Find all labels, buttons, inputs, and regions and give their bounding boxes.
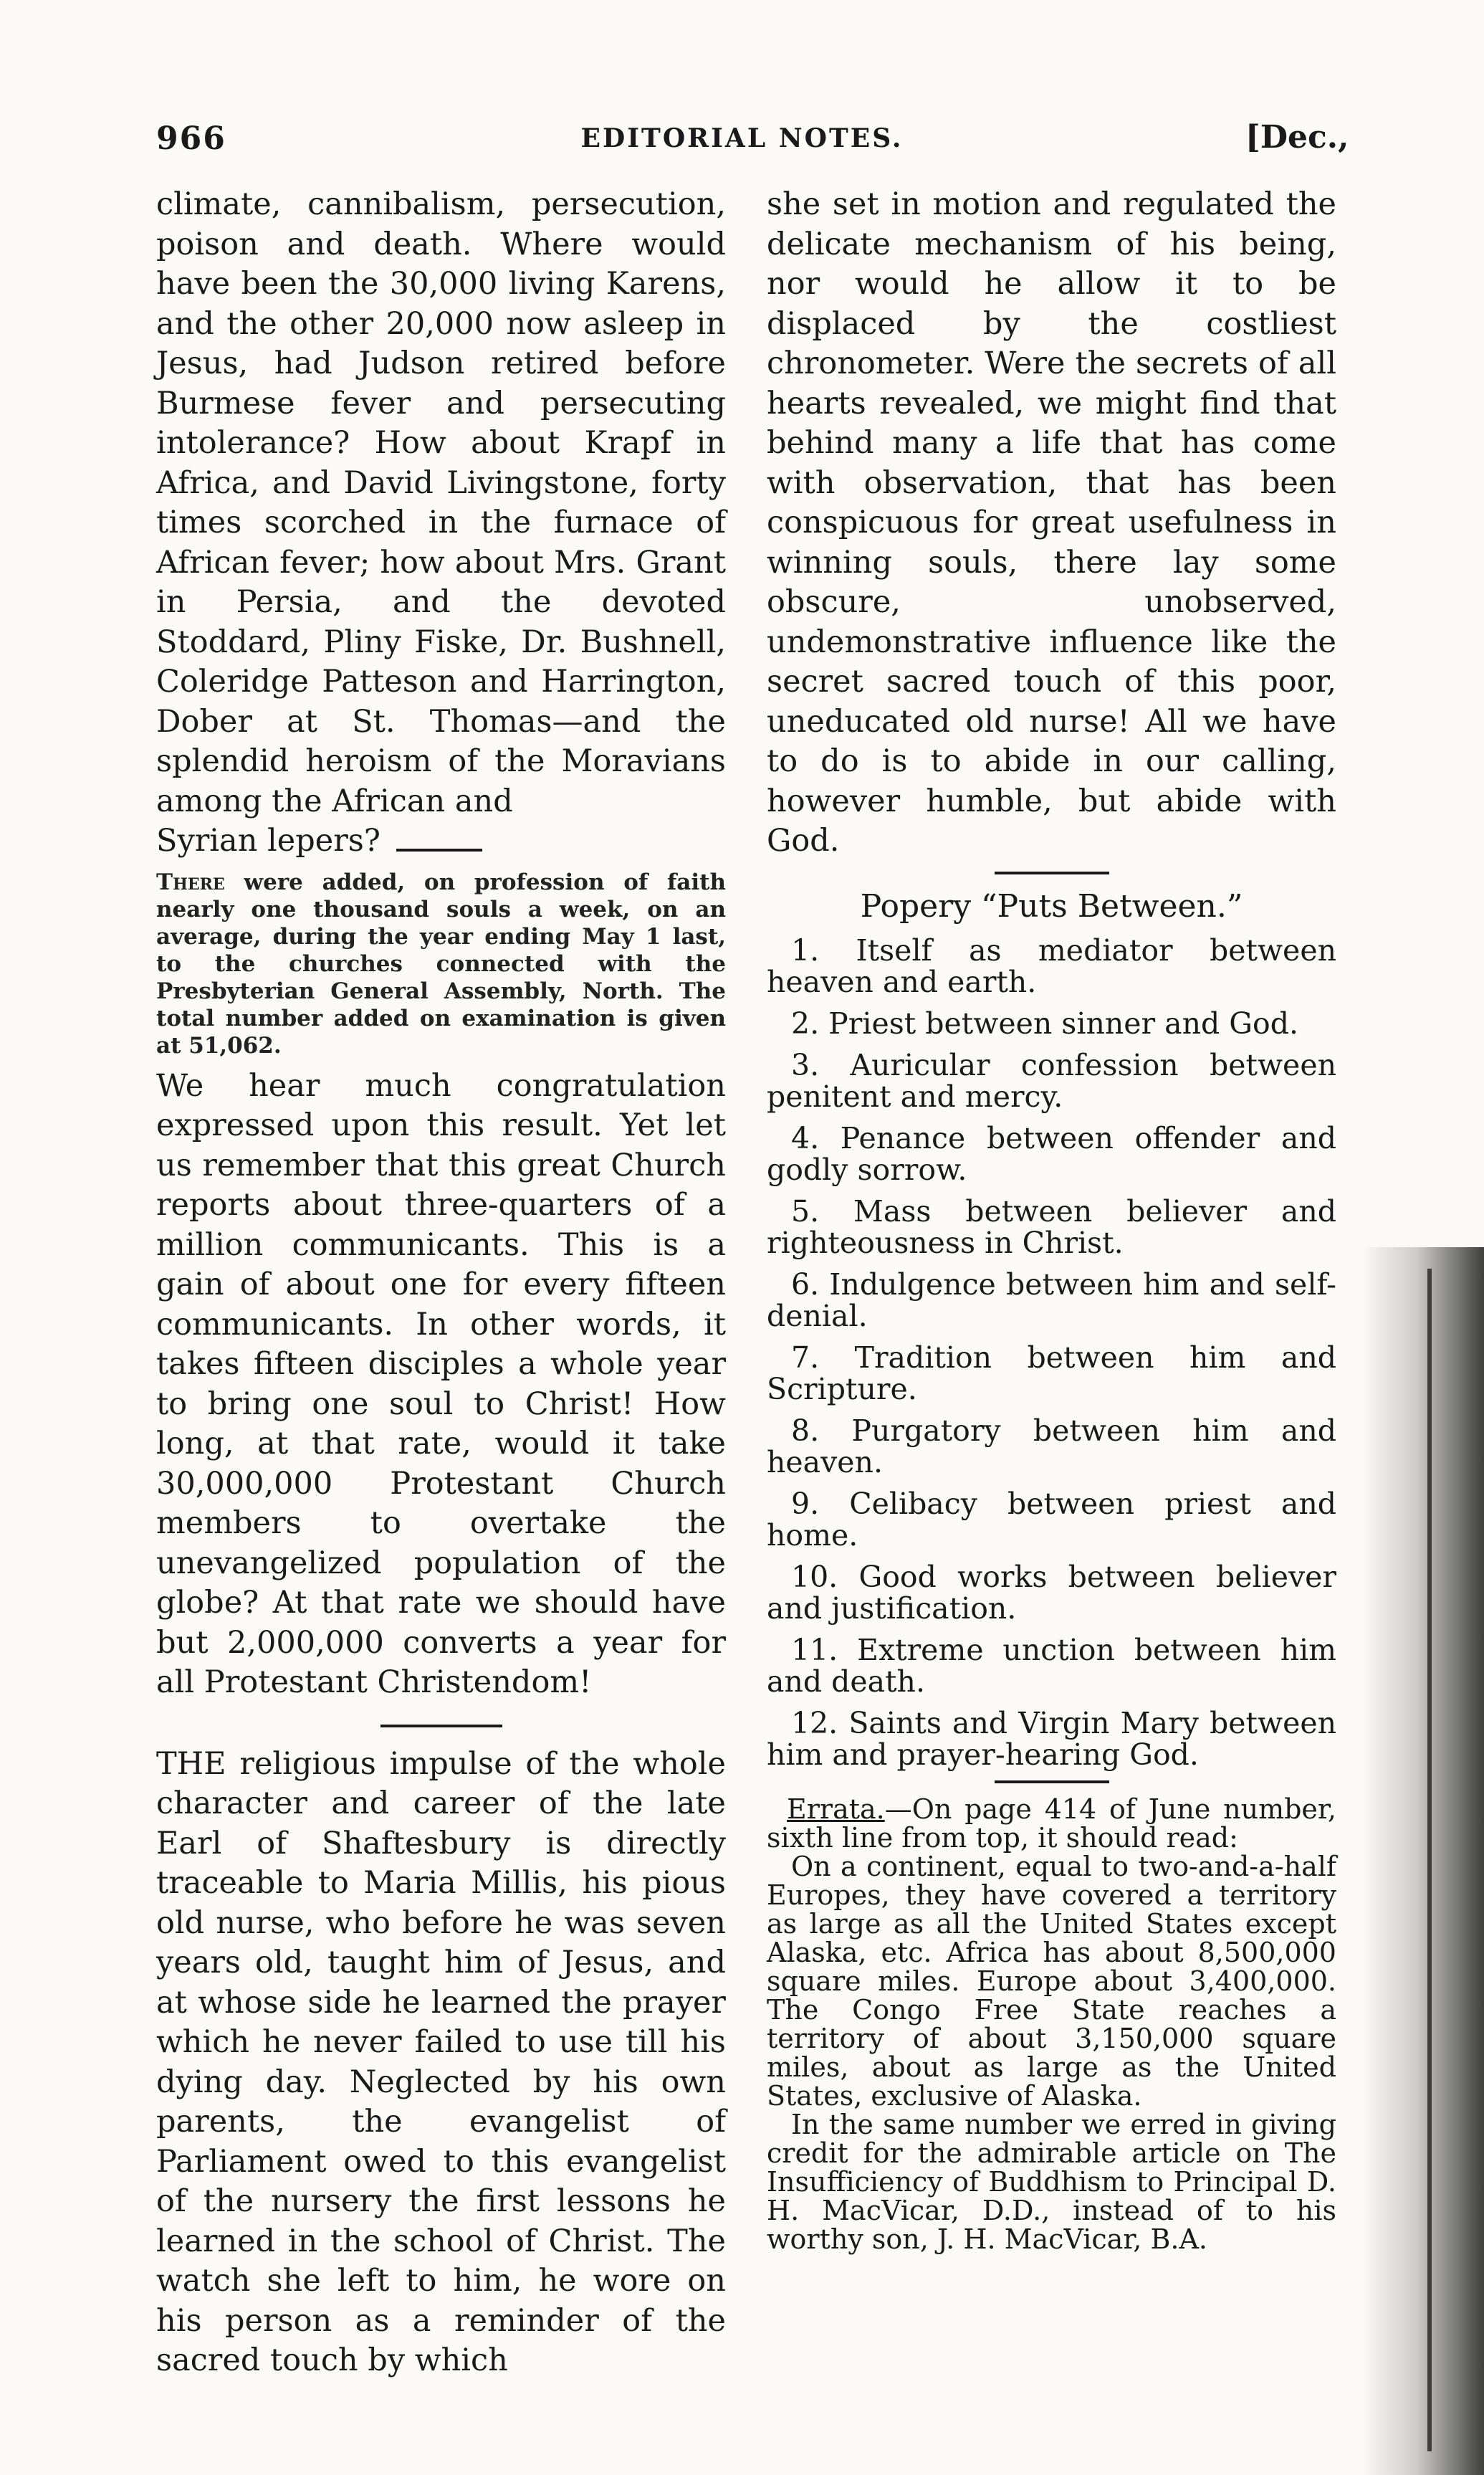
page-number: 966: [156, 120, 226, 157]
list-item: 10. Good works between believer and justification.: [767, 1559, 1336, 1626]
list-item: 7. Tradition between him and Scripture.: [767, 1340, 1336, 1406]
list-item: 3. Auricular confession between penitent and mercy.: [767, 1047, 1336, 1114]
list-item: 9. Celibacy between priest and home.: [767, 1486, 1336, 1553]
list-item: 5. Mass between believer and righteousness in Christ.: [767, 1193, 1336, 1260]
left-column: [156, 185, 726, 2381]
list-item: 8. Purgatory between him and heaven.: [767, 1413, 1336, 1479]
section-divider: [995, 872, 1109, 874]
errata-quote: On a continent, equal to two-and-a-half Europes, they have covered a territory as large as all the United States except Alaska, etc. Africa has about 8,500,000 square miles. Europe about 3,400,000. The Congo Free State reaches a territory of about 3,150,000 square miles, about as large as the United States, exclusive of Alaska.: [767, 1850, 1336, 2112]
list-item: 2. Priest between sinner and God.: [791, 1006, 1299, 1041]
small-print-note: [156, 869, 726, 1059]
section-divider: [995, 1780, 1109, 1783]
left-paragraph-2: We hear much congratulation expressed upon this result. Yet let us remember that this great Church reports about three-quarters of a million communicants. This is a gain of about one for every fifteen communicants. In other words, it takes fifteen disciples a whole year to bring one soul to Christ! How long, at that rate, would it take 30,000,000 Protestant Church members to overtake the unevangelized population of the globe? At that rate we should have but 2,000,000 converts a year for all Protestant Christendom!: [156, 1067, 726, 1700]
left-paragraph-1-tail-line: [156, 821, 726, 862]
right-column: [767, 185, 1336, 2254]
page-edge-line: [1427, 1269, 1432, 2451]
left-paragraph-1: climate, cannibalism, persecution, poison and death. Where would have been the 30,000 living Karens, and the other 20,000 now asleep in Jesus, had Judson retired before Burmese fever and persecuting intolerance? How about Krapf in Africa, and David Livingstone, forty times scorched in the furnace of African fever; how about Mrs. Grant in Persia, and the devoted Stoddard, Pliny Fiske, Dr. Bushnell, Coleridge Patteson and Harrington, Dober at St. Thomas—and the splendid heroism of the Moravians among the African and: [156, 186, 726, 819]
small-print-lead: There: [156, 869, 225, 895]
errata-correction: In the same number we erred in giving credit for the admirable article on The Insufficiency of Buddhism to Principal D. H. MacVicar, D.D., instead of to his worthy son, J. H. MacVicar, B.A.: [767, 2108, 1336, 2255]
errata-label: Errata.: [787, 1793, 885, 1825]
list-item: 6. Indulgence between him and self-denial.: [767, 1267, 1336, 1333]
section-divider: [396, 849, 482, 852]
page-edge-shadow: [1361, 1247, 1484, 2475]
errata-intro-text: —On page 414 of June number, sixth line from top, it should read:: [767, 1793, 1336, 1854]
left-paragraph-1-tail: Syrian lepers?: [156, 823, 380, 859]
left-paragraph-3: THE religious impulse of the whole character and career of the late Earl of Shaftesbury is directly traceable to Maria Millis, his pious old nurse, who before he was seven years old, taught him of Jesus, and at whose side he learned the prayer which he never failed to use till his dying day. Neglected by his own parents, the evangelist of Parliament owed to this evangelist of the nursery the first lessons he learned in the school of Christ. The watch she left to him, he wore on his person as a reminder of the sacred touch by which: [156, 1745, 726, 2378]
errata-intro: [767, 1795, 1336, 1852]
running-date: [Dec.,: [1245, 119, 1349, 156]
popery-heading: Popery “Puts Between.”: [860, 887, 1243, 925]
right-paragraph-1: she set in motion and regulated the delicate mechanism of his being, nor would he allow it to be displaced by the costliest chronometer. Were the secrets of all hearts revealed, we might find that behind many a life that has come with observation, that has been conspicuous for great usefulness in winning souls, there lay some obscure, unobserved, undemonstrative influence like the secret sacred touch of this poor, uneducated old nurse! All we have to do is to abide in our calling, however humble, but abide with God.: [767, 186, 1336, 859]
list-item: 1. Itself as mediator between heaven and earth.: [767, 933, 1336, 999]
running-title: EDITORIAL NOTES.: [580, 123, 904, 153]
list-item: 11. Extreme unction between him and death.: [767, 1632, 1336, 1699]
popery-list: [767, 935, 1336, 1770]
section-divider: [380, 1725, 502, 1727]
small-print-text: were added, on profession of faith nearly one thousand souls a week, on an average, during the year ending May 1 last, to the churches connected with the Presbyterian General Assembly, North. The total number added on examination is given at 51,062.: [156, 869, 726, 1059]
list-item: 4. Penance between offender and godly sorrow.: [767, 1120, 1336, 1187]
list-item: 12. Saints and Virgin Mary between him and prayer-hearing God.: [767, 1705, 1336, 1772]
